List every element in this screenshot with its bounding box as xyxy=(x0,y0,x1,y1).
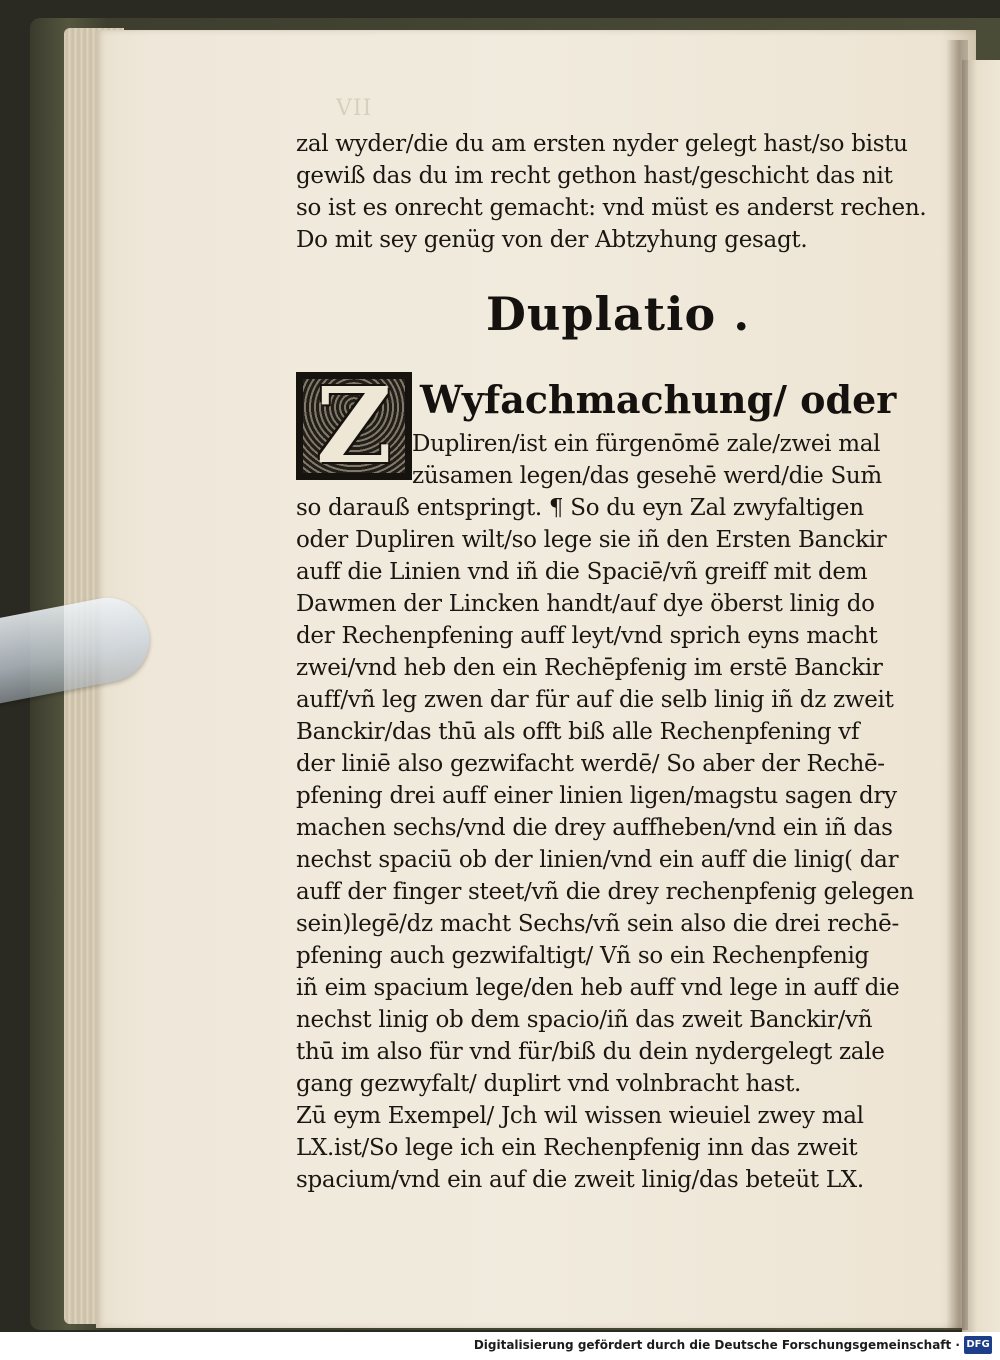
text-line: auff die Linien vnd iñ die Spaciē/vñ greiff mit dem xyxy=(296,559,868,585)
footer-bar xyxy=(0,1332,1000,1360)
text-line: oder Dupliren wilt/so lege sie iñ den Ersten Banckir xyxy=(296,527,887,553)
text-line: der Rechenpfening auff leyt/vnd sprich eyns macht xyxy=(296,623,878,649)
text-line: pfening auch gezwifaltigt/ Vñ so ein Rechenpfenig xyxy=(296,943,869,969)
text-line: nechst linig ob dem spacio/iñ das zweit Banckir/vñ xyxy=(296,1007,873,1033)
decorated-initial xyxy=(296,364,412,487)
text-line: so ist es onrecht gemacht: vnd müst es anderst rechen. xyxy=(296,195,927,221)
gutter-shadow xyxy=(946,40,968,1330)
top-text-block xyxy=(296,128,927,256)
folio-number: VII xyxy=(336,96,373,121)
text-line: iñ eim spacium lege/den heb auff vnd lege in auff die xyxy=(296,975,900,1001)
text-line: so darauß entspringt. ¶ So du eyn Zal zwyfaltigen xyxy=(296,495,864,521)
text-line: Dawmen der Lincken handt/auf dye öberst linig do xyxy=(296,591,875,617)
section-heading: Duplatio . xyxy=(486,287,751,341)
text-line: Dupliren/ist ein fürgenōmē zale/zwei mal xyxy=(412,431,881,457)
text-line: thū im also für vnd für/biß du dein nydergelegt zale xyxy=(296,1039,885,1065)
text-line: zal wyder/die du am ersten nyder gelegt hast/so bistu xyxy=(296,131,908,157)
text-line: gewiß das du im recht gethon hast/geschicht das nit xyxy=(296,163,893,189)
text-line: sein)legē/dz macht Sechs/vñ sein also die drei rechē- xyxy=(296,911,899,937)
text-line: spacium/vnd ein auf die zweit linig/das beteüt LX. xyxy=(296,1167,864,1193)
dfg-logo: DFG xyxy=(964,1336,992,1354)
text-line: LX.ist/So lege ich ein Rechenpfenig inn das zweit xyxy=(296,1135,858,1161)
text-line: Zū eym Exempel/ Jch wil wissen wieuiel zwey mal xyxy=(296,1103,864,1129)
text-line: machen sechs/vnd die drey auffheben/vnd ein iñ das xyxy=(296,815,893,841)
text-line: auff der finger steet/vñ die drey rechenpfenig gelegen xyxy=(296,879,914,905)
text-line: der liniē also gezwifacht werdē/ So aber der Rechē- xyxy=(296,751,885,777)
opening-line: Wyfachmachung/ oder xyxy=(420,377,897,422)
text-line: zwei/vnd heb den ein Rechēpfenig im erstē Banckir xyxy=(296,655,883,681)
funding-credit: Digitalisierung gefördert durch die Deutsche Forschungsgemeinschaft · xyxy=(473,1338,960,1352)
text-line: Do mit sey genüg von der Abtzyhung gesagt. xyxy=(296,227,808,253)
text-line: Banckir/das thū als offt biß alle Rechenpfening vf xyxy=(296,719,860,745)
indented-text-block xyxy=(412,428,892,492)
initial-letter: Z xyxy=(316,364,392,487)
text-line: gang gezwyfalt/ duplirt vnd volnbracht hast. xyxy=(296,1071,802,1097)
text-line: pfening drei auff einer linien ligen/magstu sagen dry xyxy=(296,783,897,809)
body-text-block xyxy=(296,492,914,1196)
text-line: züsamen legen/das gesehē werd/die Sum̄ xyxy=(412,463,882,489)
text-line: auff/vñ leg zwen dar für auf die selb linig iñ dz zweit xyxy=(296,687,894,713)
text-line: nechst spaciū ob der linien/vnd ein auff die linig( dar xyxy=(296,847,899,873)
